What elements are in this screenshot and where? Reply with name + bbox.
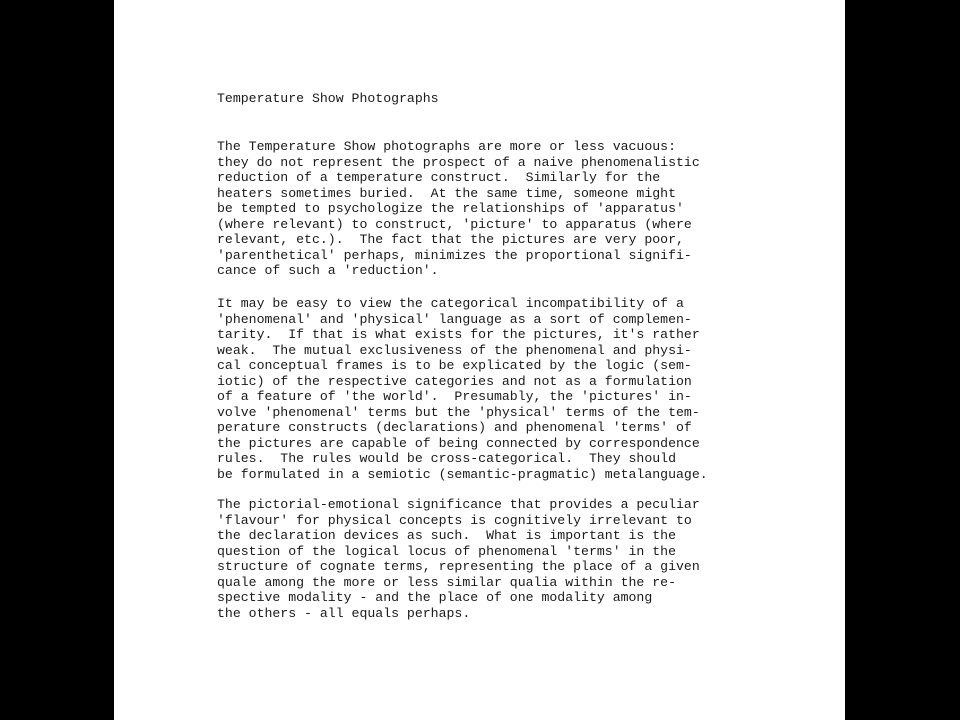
text-line: cance of such a 'reduction'. [217, 263, 439, 278]
text-line: reduction of a temperature construct. Similarly for the [217, 170, 661, 185]
paragraph-2 [217, 296, 708, 482]
text-line: the declaration devices as such. What is important is the [217, 528, 676, 543]
text-line: cal conceptual frames is to be explicated by the logic (sem- [217, 358, 692, 373]
document-title: Temperature Show Photographs [217, 91, 439, 106]
text-line: relevant, etc.). The fact that the pictures are very poor, [217, 232, 684, 247]
text-line: The pictorial-emotional significance that provides a peculiar [217, 497, 700, 512]
text-line: the pictures are capable of being connected by correspondence [217, 435, 700, 451]
text-line: rules. The rules would be cross-categorical. They should [217, 451, 676, 466]
text-line: weak. The mutual exclusiveness of the phenomenal and physi- [217, 342, 692, 358]
text-line: 'parenthetical' perhaps, minimizes the proportional signifi- [217, 247, 692, 263]
paragraph-1 [217, 139, 700, 279]
text-line: spective modality - and the place of one modality among [217, 590, 653, 605]
document-page [114, 0, 845, 720]
text-line: heaters sometimes buried. At the same time, someone might [217, 185, 676, 201]
text-line: The Temperature Show photographs are more or less vacuous: [217, 139, 676, 154]
paragraph-3 [217, 497, 700, 621]
text-line: be formulated in a semiotic (semantic-pragmatic) metalanguage. [217, 466, 708, 482]
text-line: perature constructs (declarations) and phenomenal 'terms' of [217, 420, 692, 435]
text-line: tarity. If that is what exists for the pictures, it's rather [217, 327, 700, 342]
text-line: of a feature of 'the world'. Presumably, the 'pictures' in- [217, 389, 692, 404]
text-line: 'phenomenal' and 'physical' language as a sort of complemen- [217, 311, 692, 327]
text-line: iotic) of the respective categories and not as a formulation [217, 373, 692, 389]
text-line: quale among the more or less similar qualia within the re- [217, 574, 676, 590]
text-line: be tempted to psychologize the relationships of 'apparatus' [217, 201, 684, 216]
text-line: It may be easy to view the categorical incompatibility of a [217, 296, 684, 311]
text-line: the others - all equals perhaps. [217, 605, 471, 621]
text-line: they do not represent the prospect of a naive phenomenalistic [217, 154, 700, 170]
text-line: (where relevant) to construct, 'picture' to apparatus (where [217, 216, 692, 232]
text-line: 'flavour' for physical concepts is cognitively irrelevant to [217, 512, 692, 528]
text-line: structure of cognate terms, representing the place of a given [217, 559, 700, 574]
text-line: volve 'phenomenal' terms but the 'physical' terms of the tem- [217, 404, 700, 420]
text-line: question of the logical locus of phenomenal 'terms' in the [217, 543, 676, 559]
